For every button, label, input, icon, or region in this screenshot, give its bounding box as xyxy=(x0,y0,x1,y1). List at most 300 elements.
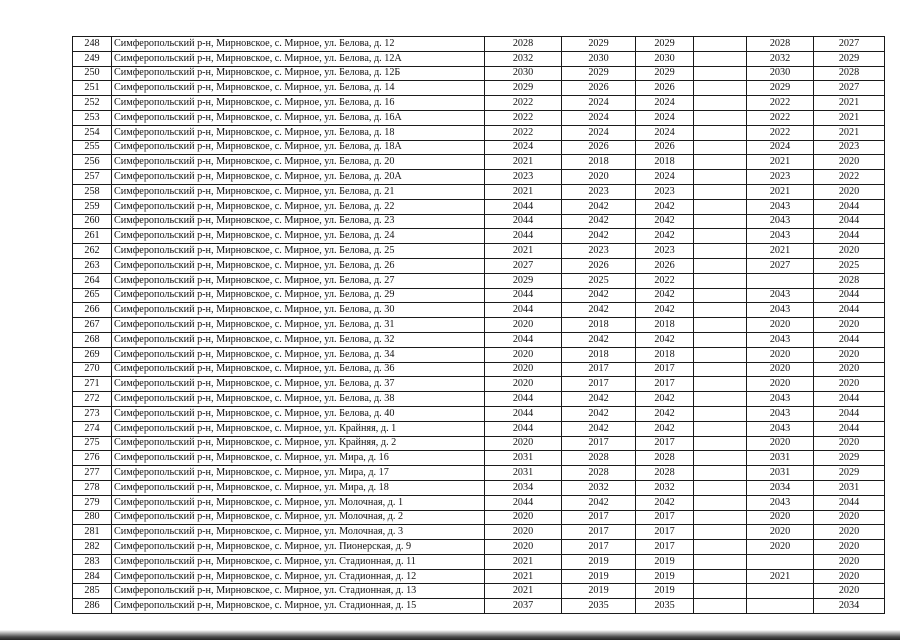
year-cell-6: 2044 xyxy=(814,229,885,244)
year-cell-6: 2034 xyxy=(814,599,885,614)
table-row xyxy=(73,318,885,333)
year-cell-1: 2044 xyxy=(485,229,562,244)
address-cell: Симферопольский р-н, Мирновское, с. Мирное, ул. Белова, д. 18 xyxy=(112,125,485,140)
table-row xyxy=(73,37,885,52)
table-row xyxy=(73,332,885,347)
year-cell-4 xyxy=(694,584,747,599)
year-cell-5: 2027 xyxy=(747,258,814,273)
year-cell-1: 2022 xyxy=(485,110,562,125)
year-cell-5 xyxy=(747,584,814,599)
address-cell: Симферопольский р-н, Мирновское, с. Мирное, ул. Белова, д. 36 xyxy=(112,362,485,377)
year-cell-3: 2028 xyxy=(636,451,694,466)
year-cell-1: 2031 xyxy=(485,466,562,481)
year-cell-4 xyxy=(694,406,747,421)
year-cell-3: 2017 xyxy=(636,510,694,525)
year-cell-2: 2017 xyxy=(562,436,636,451)
year-cell-5: 2031 xyxy=(747,451,814,466)
year-cell-4 xyxy=(694,244,747,259)
year-cell-2: 2042 xyxy=(562,303,636,318)
year-cell-5: 2043 xyxy=(747,199,814,214)
year-cell-3: 2042 xyxy=(636,229,694,244)
address-cell: Симферопольский р-н, Мирновское, с. Мирное, ул. Белова, д. 14 xyxy=(112,81,485,96)
year-cell-2: 2024 xyxy=(562,110,636,125)
year-cell-4 xyxy=(694,599,747,614)
year-cell-4 xyxy=(694,81,747,96)
row-number-cell: 264 xyxy=(73,273,112,288)
year-cell-1: 2024 xyxy=(485,140,562,155)
year-cell-2: 2026 xyxy=(562,81,636,96)
year-cell-2: 2042 xyxy=(562,406,636,421)
year-cell-6: 2029 xyxy=(814,51,885,66)
year-cell-6: 2020 xyxy=(814,569,885,584)
address-cell: Симферопольский р-н, Мирновское, с. Мирное, ул. Стадионная, д. 13 xyxy=(112,584,485,599)
year-cell-4 xyxy=(694,303,747,318)
year-cell-3: 2018 xyxy=(636,155,694,170)
year-cell-5: 2020 xyxy=(747,318,814,333)
year-cell-6: 2021 xyxy=(814,110,885,125)
year-cell-3: 2023 xyxy=(636,184,694,199)
year-cell-1: 2037 xyxy=(485,599,562,614)
year-cell-4 xyxy=(694,510,747,525)
row-number-cell: 253 xyxy=(73,110,112,125)
row-number-cell: 263 xyxy=(73,258,112,273)
year-cell-3: 2019 xyxy=(636,554,694,569)
year-cell-2: 2028 xyxy=(562,466,636,481)
address-cell: Симферопольский р-н, Мирновское, с. Мирное, ул. Мира, д. 18 xyxy=(112,480,485,495)
year-cell-1: 2021 xyxy=(485,155,562,170)
year-cell-3: 2042 xyxy=(636,199,694,214)
year-cell-3: 2024 xyxy=(636,125,694,140)
year-cell-1: 2044 xyxy=(485,199,562,214)
year-cell-1: 2020 xyxy=(485,525,562,540)
address-cell: Симферопольский р-н, Мирновское, с. Мирное, ул. Белова, д. 21 xyxy=(112,184,485,199)
year-cell-4 xyxy=(694,214,747,229)
address-cell: Симферопольский р-н, Мирновское, с. Мирное, ул. Белова, д. 22 xyxy=(112,199,485,214)
year-cell-6: 2031 xyxy=(814,480,885,495)
year-cell-5: 2043 xyxy=(747,229,814,244)
table-row xyxy=(73,288,885,303)
year-cell-2: 2029 xyxy=(562,37,636,52)
year-cell-2: 2042 xyxy=(562,421,636,436)
address-cell: Симферопольский р-н, Мирновское, с. Мирное, ул. Белова, д. 24 xyxy=(112,229,485,244)
year-cell-1: 2044 xyxy=(485,288,562,303)
table-row xyxy=(73,184,885,199)
year-cell-2: 2017 xyxy=(562,377,636,392)
year-cell-4 xyxy=(694,451,747,466)
row-number-cell: 284 xyxy=(73,569,112,584)
year-cell-1: 2022 xyxy=(485,125,562,140)
year-cell-1: 2020 xyxy=(485,318,562,333)
year-cell-5: 2043 xyxy=(747,421,814,436)
table-row xyxy=(73,96,885,111)
row-number-cell: 269 xyxy=(73,347,112,362)
year-cell-6: 2044 xyxy=(814,303,885,318)
address-cell: Симферопольский р-н, Мирновское, с. Мирное, ул. Белова, д. 18А xyxy=(112,140,485,155)
address-cell: Симферопольский р-н, Мирновское, с. Мирное, ул. Белова, д. 12Б xyxy=(112,66,485,81)
address-cell: Симферопольский р-н, Мирновское, с. Мирное, ул. Мира, д. 16 xyxy=(112,451,485,466)
row-number-cell: 250 xyxy=(73,66,112,81)
year-cell-4 xyxy=(694,155,747,170)
year-cell-6: 2020 xyxy=(814,377,885,392)
year-cell-2: 2019 xyxy=(562,569,636,584)
year-cell-6: 2029 xyxy=(814,451,885,466)
year-cell-3: 2017 xyxy=(636,540,694,555)
year-cell-3: 2042 xyxy=(636,214,694,229)
year-cell-2: 2017 xyxy=(562,540,636,555)
address-cell: Симферопольский р-н, Мирновское, с. Мирное, ул. Стадионная, д. 15 xyxy=(112,599,485,614)
table-row xyxy=(73,584,885,599)
year-cell-4 xyxy=(694,569,747,584)
table-row xyxy=(73,466,885,481)
year-cell-2: 2018 xyxy=(562,318,636,333)
row-number-cell: 277 xyxy=(73,466,112,481)
year-cell-5: 2021 xyxy=(747,184,814,199)
year-cell-3: 2042 xyxy=(636,303,694,318)
year-cell-5 xyxy=(747,273,814,288)
year-cell-5: 2020 xyxy=(747,347,814,362)
year-cell-6: 2023 xyxy=(814,140,885,155)
year-cell-2: 2042 xyxy=(562,495,636,510)
table-row xyxy=(73,214,885,229)
year-cell-4 xyxy=(694,258,747,273)
year-cell-5: 2030 xyxy=(747,66,814,81)
year-cell-3: 2042 xyxy=(636,495,694,510)
year-cell-6: 2022 xyxy=(814,170,885,185)
year-cell-5: 2020 xyxy=(747,510,814,525)
year-cell-4 xyxy=(694,170,747,185)
year-cell-2: 2023 xyxy=(562,184,636,199)
year-cell-6: 2044 xyxy=(814,288,885,303)
address-cell: Симферопольский р-н, Мирновское, с. Мирное, ул. Белова, д. 12А xyxy=(112,51,485,66)
year-cell-3: 2026 xyxy=(636,258,694,273)
year-cell-4 xyxy=(694,66,747,81)
year-cell-3: 2042 xyxy=(636,392,694,407)
row-number-cell: 260 xyxy=(73,214,112,229)
year-cell-6: 2021 xyxy=(814,125,885,140)
year-cell-1: 2020 xyxy=(485,510,562,525)
year-cell-3: 2029 xyxy=(636,66,694,81)
year-cell-6: 2020 xyxy=(814,584,885,599)
year-cell-6: 2044 xyxy=(814,214,885,229)
year-cell-4 xyxy=(694,288,747,303)
table-row xyxy=(73,140,885,155)
year-cell-6: 2025 xyxy=(814,258,885,273)
table-row xyxy=(73,392,885,407)
year-cell-5: 2023 xyxy=(747,170,814,185)
year-cell-4 xyxy=(694,525,747,540)
year-cell-2: 2019 xyxy=(562,554,636,569)
year-cell-4 xyxy=(694,540,747,555)
year-cell-5: 2043 xyxy=(747,303,814,318)
year-cell-2: 2029 xyxy=(562,66,636,81)
row-number-cell: 248 xyxy=(73,37,112,52)
year-cell-5: 2020 xyxy=(747,362,814,377)
year-cell-5: 2022 xyxy=(747,96,814,111)
year-cell-6: 2044 xyxy=(814,199,885,214)
row-number-cell: 268 xyxy=(73,332,112,347)
year-cell-3: 2024 xyxy=(636,96,694,111)
year-cell-2: 2018 xyxy=(562,155,636,170)
row-number-cell: 252 xyxy=(73,96,112,111)
address-cell: Симферопольский р-н, Мирновское, с. Мирное, ул. Белова, д. 30 xyxy=(112,303,485,318)
address-cell: Симферопольский р-н, Мирновское, с. Мирное, ул. Белова, д. 38 xyxy=(112,392,485,407)
year-cell-1: 2021 xyxy=(485,244,562,259)
address-cell: Симферопольский р-н, Мирновское, с. Мирное, ул. Крайняя, д. 1 xyxy=(112,421,485,436)
year-cell-5: 2022 xyxy=(747,125,814,140)
year-cell-5: 2043 xyxy=(747,288,814,303)
year-cell-1: 2020 xyxy=(485,362,562,377)
row-number-cell: 259 xyxy=(73,199,112,214)
year-cell-1: 2021 xyxy=(485,554,562,569)
year-cell-2: 2026 xyxy=(562,258,636,273)
year-cell-1: 2044 xyxy=(485,303,562,318)
table-row xyxy=(73,110,885,125)
year-cell-1: 2029 xyxy=(485,273,562,288)
address-cell: Симферопольский р-н, Мирновское, с. Мирное, ул. Стадионная, д. 12 xyxy=(112,569,485,584)
row-number-cell: 281 xyxy=(73,525,112,540)
table-row xyxy=(73,599,885,614)
year-cell-1: 2023 xyxy=(485,170,562,185)
table-row xyxy=(73,362,885,377)
year-cell-3: 2017 xyxy=(636,436,694,451)
year-cell-3: 2023 xyxy=(636,244,694,259)
year-cell-1: 2021 xyxy=(485,184,562,199)
year-cell-3: 2030 xyxy=(636,51,694,66)
row-number-cell: 273 xyxy=(73,406,112,421)
table-row xyxy=(73,66,885,81)
year-cell-6: 2020 xyxy=(814,554,885,569)
year-cell-2: 2042 xyxy=(562,229,636,244)
year-cell-2: 2019 xyxy=(562,584,636,599)
address-cell: Симферопольский р-н, Мирновское, с. Мирное, ул. Белова, д. 40 xyxy=(112,406,485,421)
year-cell-2: 2020 xyxy=(562,170,636,185)
year-cell-6: 2027 xyxy=(814,81,885,96)
row-number-cell: 274 xyxy=(73,421,112,436)
year-cell-5: 2043 xyxy=(747,392,814,407)
year-cell-3: 2019 xyxy=(636,569,694,584)
year-cell-5: 2022 xyxy=(747,110,814,125)
year-cell-6: 2028 xyxy=(814,66,885,81)
year-cell-4 xyxy=(694,125,747,140)
year-cell-4 xyxy=(694,229,747,244)
year-cell-1: 2020 xyxy=(485,540,562,555)
year-cell-1: 2020 xyxy=(485,347,562,362)
year-cell-2: 2025 xyxy=(562,273,636,288)
year-cell-3: 2024 xyxy=(636,110,694,125)
year-cell-2: 2035 xyxy=(562,599,636,614)
year-cell-1: 2022 xyxy=(485,96,562,111)
year-cell-4 xyxy=(694,480,747,495)
row-number-cell: 262 xyxy=(73,244,112,259)
year-cell-4 xyxy=(694,140,747,155)
address-cell: Симферопольский р-н, Мирновское, с. Мирное, ул. Белова, д. 25 xyxy=(112,244,485,259)
year-cell-3: 2028 xyxy=(636,466,694,481)
year-cell-3: 2042 xyxy=(636,332,694,347)
year-cell-5: 2043 xyxy=(747,332,814,347)
year-cell-2: 2028 xyxy=(562,451,636,466)
table-row xyxy=(73,347,885,362)
row-number-cell: 265 xyxy=(73,288,112,303)
year-cell-5: 2029 xyxy=(747,81,814,96)
year-cell-5: 2028 xyxy=(747,37,814,52)
year-cell-1: 2044 xyxy=(485,214,562,229)
year-cell-5: 2032 xyxy=(747,51,814,66)
year-cell-1: 2044 xyxy=(485,495,562,510)
table-row xyxy=(73,81,885,96)
year-cell-4 xyxy=(694,377,747,392)
year-cell-6: 2020 xyxy=(814,540,885,555)
table-body xyxy=(73,37,885,614)
address-cell: Симферопольский р-н, Мирновское, с. Мирное, ул. Мира, д. 17 xyxy=(112,466,485,481)
year-cell-5: 2020 xyxy=(747,377,814,392)
year-cell-2: 2042 xyxy=(562,199,636,214)
repair-schedule-table xyxy=(72,36,885,614)
year-cell-2: 2042 xyxy=(562,288,636,303)
row-number-cell: 254 xyxy=(73,125,112,140)
year-cell-2: 2017 xyxy=(562,525,636,540)
year-cell-1: 2027 xyxy=(485,258,562,273)
year-cell-3: 2017 xyxy=(636,362,694,377)
year-cell-6: 2044 xyxy=(814,332,885,347)
table-row xyxy=(73,540,885,555)
row-number-cell: 249 xyxy=(73,51,112,66)
year-cell-4 xyxy=(694,37,747,52)
row-number-cell: 257 xyxy=(73,170,112,185)
year-cell-4 xyxy=(694,273,747,288)
table-row xyxy=(73,199,885,214)
table-row xyxy=(73,554,885,569)
address-cell: Симферопольский р-н, Мирновское, с. Мирное, ул. Молочная, д. 3 xyxy=(112,525,485,540)
year-cell-2: 2042 xyxy=(562,332,636,347)
year-cell-1: 2031 xyxy=(485,451,562,466)
year-cell-4 xyxy=(694,554,747,569)
year-cell-3: 2042 xyxy=(636,406,694,421)
year-cell-1: 2021 xyxy=(485,584,562,599)
row-number-cell: 255 xyxy=(73,140,112,155)
year-cell-6: 2044 xyxy=(814,392,885,407)
row-number-cell: 270 xyxy=(73,362,112,377)
year-cell-3: 2024 xyxy=(636,170,694,185)
row-number-cell: 285 xyxy=(73,584,112,599)
row-number-cell: 272 xyxy=(73,392,112,407)
table-row xyxy=(73,406,885,421)
year-cell-5 xyxy=(747,599,814,614)
row-number-cell: 258 xyxy=(73,184,112,199)
row-number-cell: 256 xyxy=(73,155,112,170)
year-cell-1: 2020 xyxy=(485,436,562,451)
year-cell-1: 2020 xyxy=(485,377,562,392)
year-cell-4 xyxy=(694,362,747,377)
address-cell: Симферопольский р-н, Мирновское, с. Мирное, ул. Белова, д. 26 xyxy=(112,258,485,273)
year-cell-5: 2034 xyxy=(747,480,814,495)
year-cell-5: 2020 xyxy=(747,525,814,540)
year-cell-6: 2029 xyxy=(814,466,885,481)
year-cell-3: 2018 xyxy=(636,318,694,333)
address-cell: Симферопольский р-н, Мирновское, с. Мирное, ул. Стадионная, д. 11 xyxy=(112,554,485,569)
year-cell-2: 2026 xyxy=(562,140,636,155)
year-cell-4 xyxy=(694,318,747,333)
year-cell-5: 2024 xyxy=(747,140,814,155)
year-cell-4 xyxy=(694,96,747,111)
row-number-cell: 266 xyxy=(73,303,112,318)
table-row xyxy=(73,495,885,510)
year-cell-6: 2020 xyxy=(814,244,885,259)
address-cell: Симферопольский р-н, Мирновское, с. Мирное, ул. Белова, д. 32 xyxy=(112,332,485,347)
year-cell-2: 2024 xyxy=(562,96,636,111)
year-cell-3: 2029 xyxy=(636,37,694,52)
row-number-cell: 251 xyxy=(73,81,112,96)
table-row xyxy=(73,436,885,451)
year-cell-1: 2032 xyxy=(485,51,562,66)
year-cell-5: 2020 xyxy=(747,436,814,451)
address-cell: Симферопольский р-н, Мирновское, с. Мирное, ул. Белова, д. 16А xyxy=(112,110,485,125)
row-number-cell: 282 xyxy=(73,540,112,555)
year-cell-4 xyxy=(694,51,747,66)
year-cell-4 xyxy=(694,436,747,451)
year-cell-6: 2044 xyxy=(814,406,885,421)
row-number-cell: 267 xyxy=(73,318,112,333)
row-number-cell: 286 xyxy=(73,599,112,614)
year-cell-2: 2018 xyxy=(562,347,636,362)
year-cell-3: 2022 xyxy=(636,273,694,288)
year-cell-2: 2024 xyxy=(562,125,636,140)
year-cell-6: 2020 xyxy=(814,184,885,199)
year-cell-4 xyxy=(694,110,747,125)
table-row xyxy=(73,303,885,318)
table-row xyxy=(73,229,885,244)
year-cell-3: 2026 xyxy=(636,81,694,96)
year-cell-3: 2018 xyxy=(636,347,694,362)
table-row xyxy=(73,569,885,584)
year-cell-4 xyxy=(694,495,747,510)
row-number-cell: 275 xyxy=(73,436,112,451)
year-cell-1: 2044 xyxy=(485,332,562,347)
address-cell: Симферопольский р-н, Мирновское, с. Мирное, ул. Белова, д. 20А xyxy=(112,170,485,185)
table-row xyxy=(73,125,885,140)
year-cell-6: 2020 xyxy=(814,362,885,377)
table-row xyxy=(73,510,885,525)
address-cell: Симферопольский р-н, Мирновское, с. Мирное, ул. Пионерская, д. 9 xyxy=(112,540,485,555)
year-cell-2: 2042 xyxy=(562,392,636,407)
row-number-cell: 280 xyxy=(73,510,112,525)
year-cell-1: 2029 xyxy=(485,81,562,96)
year-cell-6: 2020 xyxy=(814,318,885,333)
year-cell-6: 2020 xyxy=(814,510,885,525)
table-row xyxy=(73,170,885,185)
row-number-cell: 279 xyxy=(73,495,112,510)
year-cell-5: 2020 xyxy=(747,540,814,555)
year-cell-6: 2028 xyxy=(814,273,885,288)
year-cell-3: 2035 xyxy=(636,599,694,614)
address-cell: Симферопольский р-н, Мирновское, с. Мирное, ул. Белова, д. 34 xyxy=(112,347,485,362)
table-row xyxy=(73,273,885,288)
year-cell-1: 2044 xyxy=(485,406,562,421)
address-cell: Симферопольский р-н, Мирновское, с. Мирное, ул. Белова, д. 29 xyxy=(112,288,485,303)
year-cell-1: 2021 xyxy=(485,569,562,584)
row-number-cell: 271 xyxy=(73,377,112,392)
address-cell: Симферопольский р-н, Мирновское, с. Мирное, ул. Белова, д. 12 xyxy=(112,37,485,52)
year-cell-4 xyxy=(694,199,747,214)
year-cell-4 xyxy=(694,392,747,407)
year-cell-1: 2034 xyxy=(485,480,562,495)
address-cell: Симферопольский р-н, Мирновское, с. Мирное, ул. Белова, д. 27 xyxy=(112,273,485,288)
year-cell-3: 2042 xyxy=(636,421,694,436)
year-cell-4 xyxy=(694,466,747,481)
year-cell-2: 2042 xyxy=(562,214,636,229)
year-cell-3: 2026 xyxy=(636,140,694,155)
year-cell-2: 2017 xyxy=(562,362,636,377)
year-cell-6: 2044 xyxy=(814,495,885,510)
